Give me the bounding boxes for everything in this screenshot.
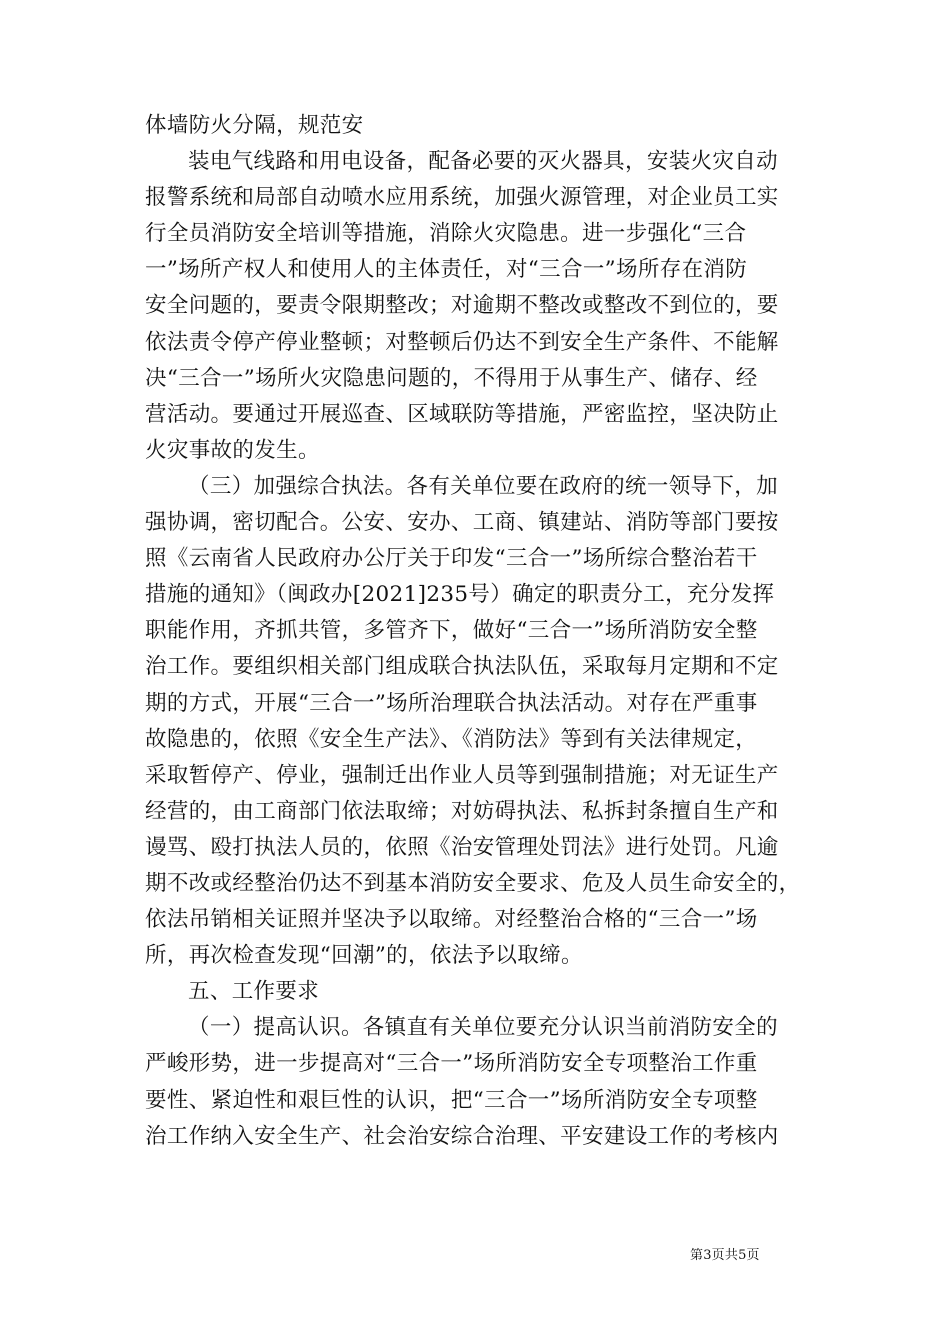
text-line: 安全问题的，要责令限期整改；对逾期不整改或整改不到位的，要 [145,293,779,319]
document-body [145,108,815,1155]
text-line: 治工作纳入安全生产、社会治安综合治理、平安建设工作的考核内 [145,1123,779,1149]
text-line: 职能作用，齐抓共管，多管齐下，做好“三合一”场所消防安全整 [145,618,758,644]
text-line: 体墙防火分隔，规范安 [145,113,364,138]
text-line: 要性、紧迫性和艰巨性的认识，把“三合一”场所消防安全专项整 [145,1087,758,1113]
text-line: 营活动。要通过开展巡查、区域联防等措施，严密监控，坚决防止 [145,401,779,427]
text-line: 治工作。要组织相关部门组成联合执法队伍，采取每月定期和不定 [145,654,779,680]
text-line: 措施的通知》（闽政办[2021]235号）确定的职责分工，充分发挥 [145,582,775,608]
page-number: 第3页共5页 [690,1248,760,1263]
text-line: 照《云南省人民政府办公厅关于印发“三合一”场所综合整治若干 [145,546,758,572]
text-line: （三）加强综合执法。各有关单位要在政府的统一领导下，加 [188,473,778,499]
text-line: 强协调，密切配合。公安、安办、工商、镇建站、消防等部门要按 [145,510,779,536]
text-line: 依法责令停产停业整顿；对整顿后仍达不到安全生产条件、不能解 [145,329,779,355]
text-line: 期的方式，开展“三合一”场所治理联合执法活动。对存在严重事 [145,690,758,716]
text-line: 一”场所产权人和使用人的主体责任，对“三合一”场所存在消防 [145,257,748,283]
text-line: 故隐患的，依照《安全生产法》、《消防法》等到有关法律规定， [145,726,758,752]
text-line: 经营的，由工商部门依法取缔；对妨碍执法、私拆封条擅自生产和 [145,798,779,824]
text-line: 期不改或经整治仍达不到基本消防安全要求、危及人员生命安全的， [145,870,801,896]
text-line: 采取暂停产、停业，强制迁出作业人员等到强制措施；对无证生产 [145,762,779,788]
text-line: 所，再次检查发现“回潮”的，依法予以取缔。 [145,943,583,969]
text-line: 五、工作要求 [188,979,320,1005]
text-line: （一）提高认识。各镇直有关单位要充分认识当前消防安全的 [188,1015,778,1041]
text-line: 谩骂、殴打执法人员的，依照《治安管理处罚法》进行处罚。凡逾 [145,834,779,860]
text-line: 装电气线路和用电设备，配备必要的灭火器具，安装火灾自动 [188,149,778,175]
text-line: 火灾事故的发生。 [145,437,320,463]
text-line: 严峻形势，进一步提高对“三合一”场所消防安全专项整治工作重 [145,1051,758,1077]
text-line: 决“三合一”场所火灾隐患问题的，不得用于从事生产、储存、经 [145,365,758,391]
text-line: 依法吊销相关证照并坚决予以取缔。对经整治合格的“三合一”场 [145,907,758,933]
text-line: 报警系统和局部自动喷水应用系统，加强火源管理，对企业员工实 [145,185,779,211]
text-line: 行全员消防安全培训等措施，消除火灾隐患。进一步强化“三合 [145,221,747,247]
